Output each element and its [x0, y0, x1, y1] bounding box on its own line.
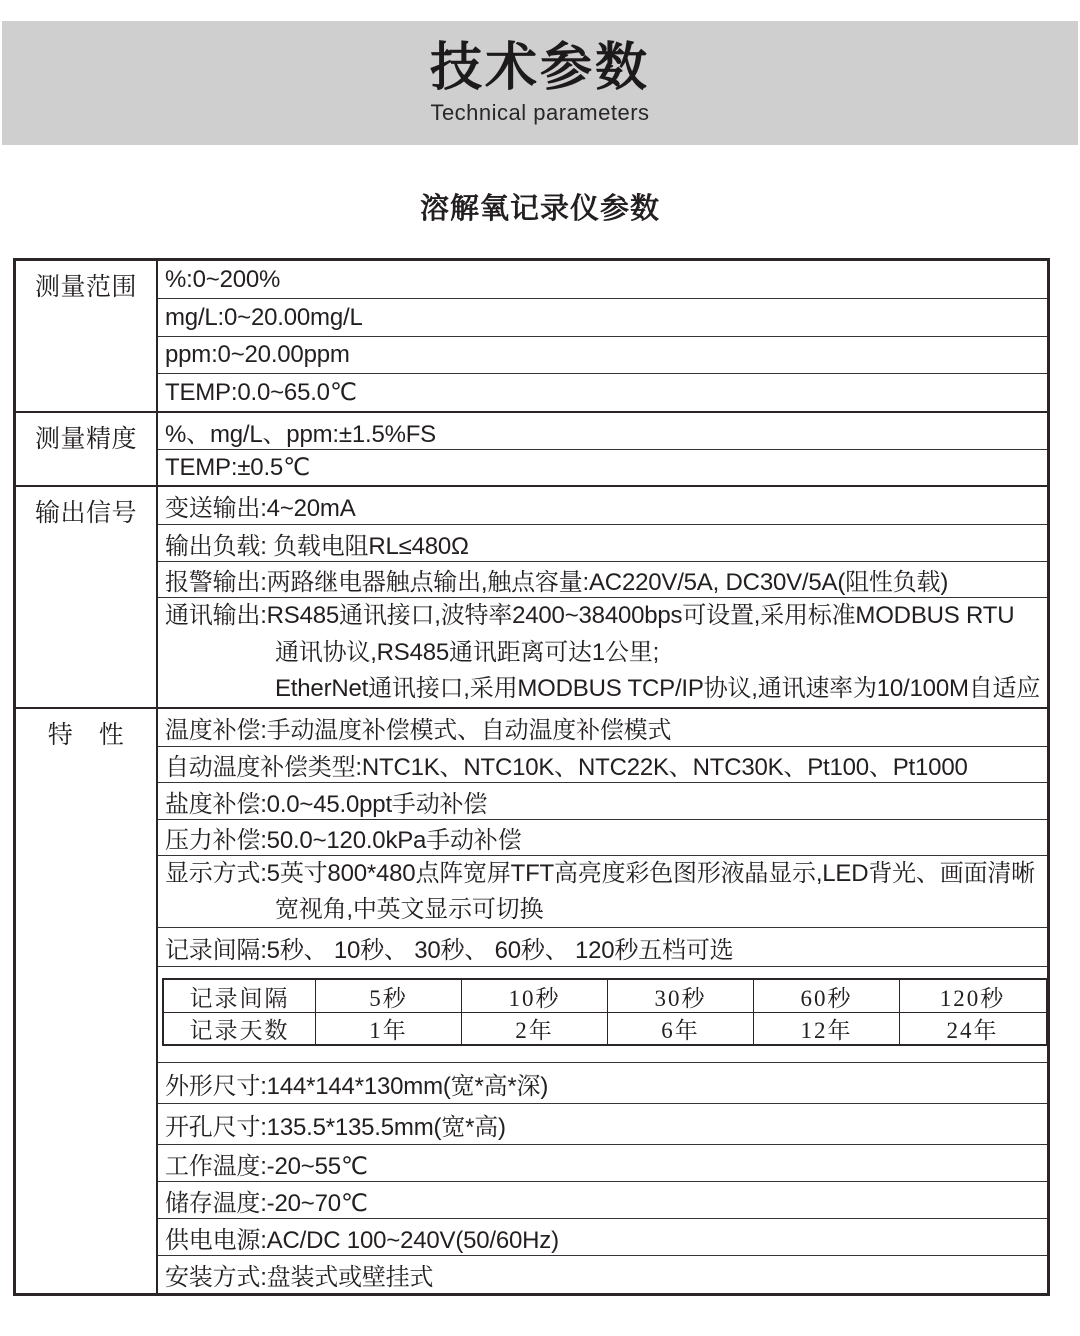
spec-value-line: 宽视角,中英文显示可切换 — [275, 896, 544, 923]
spec-row — [158, 336, 1047, 373]
spec-value: %、mg/L、ppm:±1.5%FS — [165, 420, 436, 448]
spec-value: %:0~200% — [165, 265, 281, 293]
spec-row-multiline — [158, 597, 1047, 707]
spec-value-line: 通讯协议,RS485通讯距离可达1公里; — [275, 638, 660, 666]
spec-row — [158, 709, 1047, 746]
spec-value: 外形尺寸:144*144*130mm(宽*高*深) — [165, 1072, 549, 1100]
record-cell: 10秒 — [461, 980, 607, 1012]
spec-value-line: EtherNet通讯接口,采用MODBUS TCP/IP协议,通讯速率为10/100M自适应 — [275, 675, 1041, 703]
page-title: 溶解氧记录仪参数 — [419, 193, 660, 225]
spec-row — [158, 413, 1047, 449]
record-cell: 60秒 — [753, 980, 899, 1012]
spec-value: 开孔尺寸:135.5*135.5mm(宽*高) — [165, 1113, 506, 1141]
spec-section — [16, 707, 1047, 1293]
spec-row — [158, 298, 1047, 336]
section-label: 测量精度 — [16, 413, 158, 485]
spec-value: 储存温度:-20~70℃ — [165, 1189, 368, 1217]
spec-table — [13, 258, 1050, 1296]
record-cell: 30秒 — [607, 980, 753, 1012]
spec-value: 供电电源:AC/DC 100~240V(50/60Hz) — [165, 1226, 559, 1254]
spec-row — [158, 524, 1047, 561]
spec-row — [158, 449, 1047, 485]
section-label: 测量范围 — [16, 261, 158, 411]
spec-value: 工作温度:-20~55℃ — [165, 1152, 368, 1180]
main-subtitle: Technical parameters — [430, 100, 650, 126]
record-cell: 6年 — [607, 1013, 753, 1044]
spec-value: 温度补偿:手动温度补偿模式、自动温度补偿模式 — [165, 717, 672, 744]
spec-value: 自动温度补偿类型:NTC1K、NTC10K、NTC22K、NTC30K、Pt100、Pt1000 — [165, 754, 968, 781]
record-cell: 2年 — [461, 1013, 607, 1044]
spec-value: ppm:0~20.00ppm — [165, 341, 350, 368]
record-table-row-1 — [164, 1012, 1046, 1044]
spec-row — [158, 1103, 1047, 1144]
spec-row — [158, 261, 1047, 298]
spec-row — [158, 746, 1047, 782]
spec-row — [158, 1144, 1047, 1181]
header-banner — [2, 21, 1078, 145]
spec-section — [16, 485, 1047, 707]
spec-section — [16, 411, 1047, 485]
spec-value: 变送输出:4~20mA — [165, 495, 356, 522]
spec-row — [158, 1062, 1047, 1103]
spec-row — [158, 1255, 1047, 1293]
record-cell: 5秒 — [315, 980, 461, 1012]
spec-row — [158, 927, 1047, 966]
spec-value: 安装方式:盘装式或壁挂式 — [165, 1264, 434, 1291]
main-title: 技术参数 — [429, 38, 650, 97]
spec-row — [158, 1181, 1047, 1218]
spec-row — [158, 561, 1047, 597]
spec-row — [158, 782, 1047, 819]
spec-value: TEMP:0.0~65.0℃ — [165, 379, 357, 406]
record-interval-table — [162, 978, 1047, 1046]
spec-row — [158, 819, 1047, 855]
spec-value: 盐度补偿:0.0~45.0ppt手动补偿 — [165, 790, 488, 818]
spec-value: TEMP:±0.5℃ — [165, 454, 310, 481]
spec-value: 记录间隔:5秒、 10秒、 30秒、 60秒、 120秒五档可选 — [165, 936, 734, 964]
section-label: 特 性 — [16, 709, 158, 1293]
spec-value: 报警输出:两路继电器触点输出,触点容量:AC220V/5A, DC30V/5A(阻性负载) — [165, 569, 949, 596]
record-cell: 记录天数 — [189, 1018, 290, 1043]
spec-row — [158, 1218, 1047, 1255]
spec-row — [158, 487, 1047, 524]
record-cell: 1年 — [315, 1013, 461, 1044]
record-cell: 记录间隔 — [189, 985, 290, 1011]
record-cell: 120秒 — [899, 980, 1045, 1012]
spec-row — [158, 373, 1047, 411]
record-cell: 12年 — [753, 1013, 899, 1044]
section-label: 输出信号 — [16, 487, 158, 707]
record-table-row — [158, 966, 1047, 1062]
record-cell: 24年 — [899, 1013, 1045, 1044]
spec-value: 输出负载: 负载电阻RL≤480Ω — [165, 532, 469, 560]
spec-value: mg/L:0~20.00mg/L — [165, 303, 363, 331]
spec-value: 压力补偿:50.0~120.0kPa手动补偿 — [165, 827, 522, 854]
record-table-row-0 — [164, 980, 1046, 1012]
spec-section — [16, 261, 1047, 411]
spec-value-line: 显示方式:5英寸800*480点阵宽屏TFT高亮度彩色图形液晶显示,LED背光、画面清晰 — [165, 860, 1035, 887]
spec-value-line: 通讯输出:RS485通讯接口,波特率2400~38400bps可设置,采用标准MODBUS RTU — [165, 602, 1015, 629]
spec-row-multiline — [158, 855, 1047, 927]
